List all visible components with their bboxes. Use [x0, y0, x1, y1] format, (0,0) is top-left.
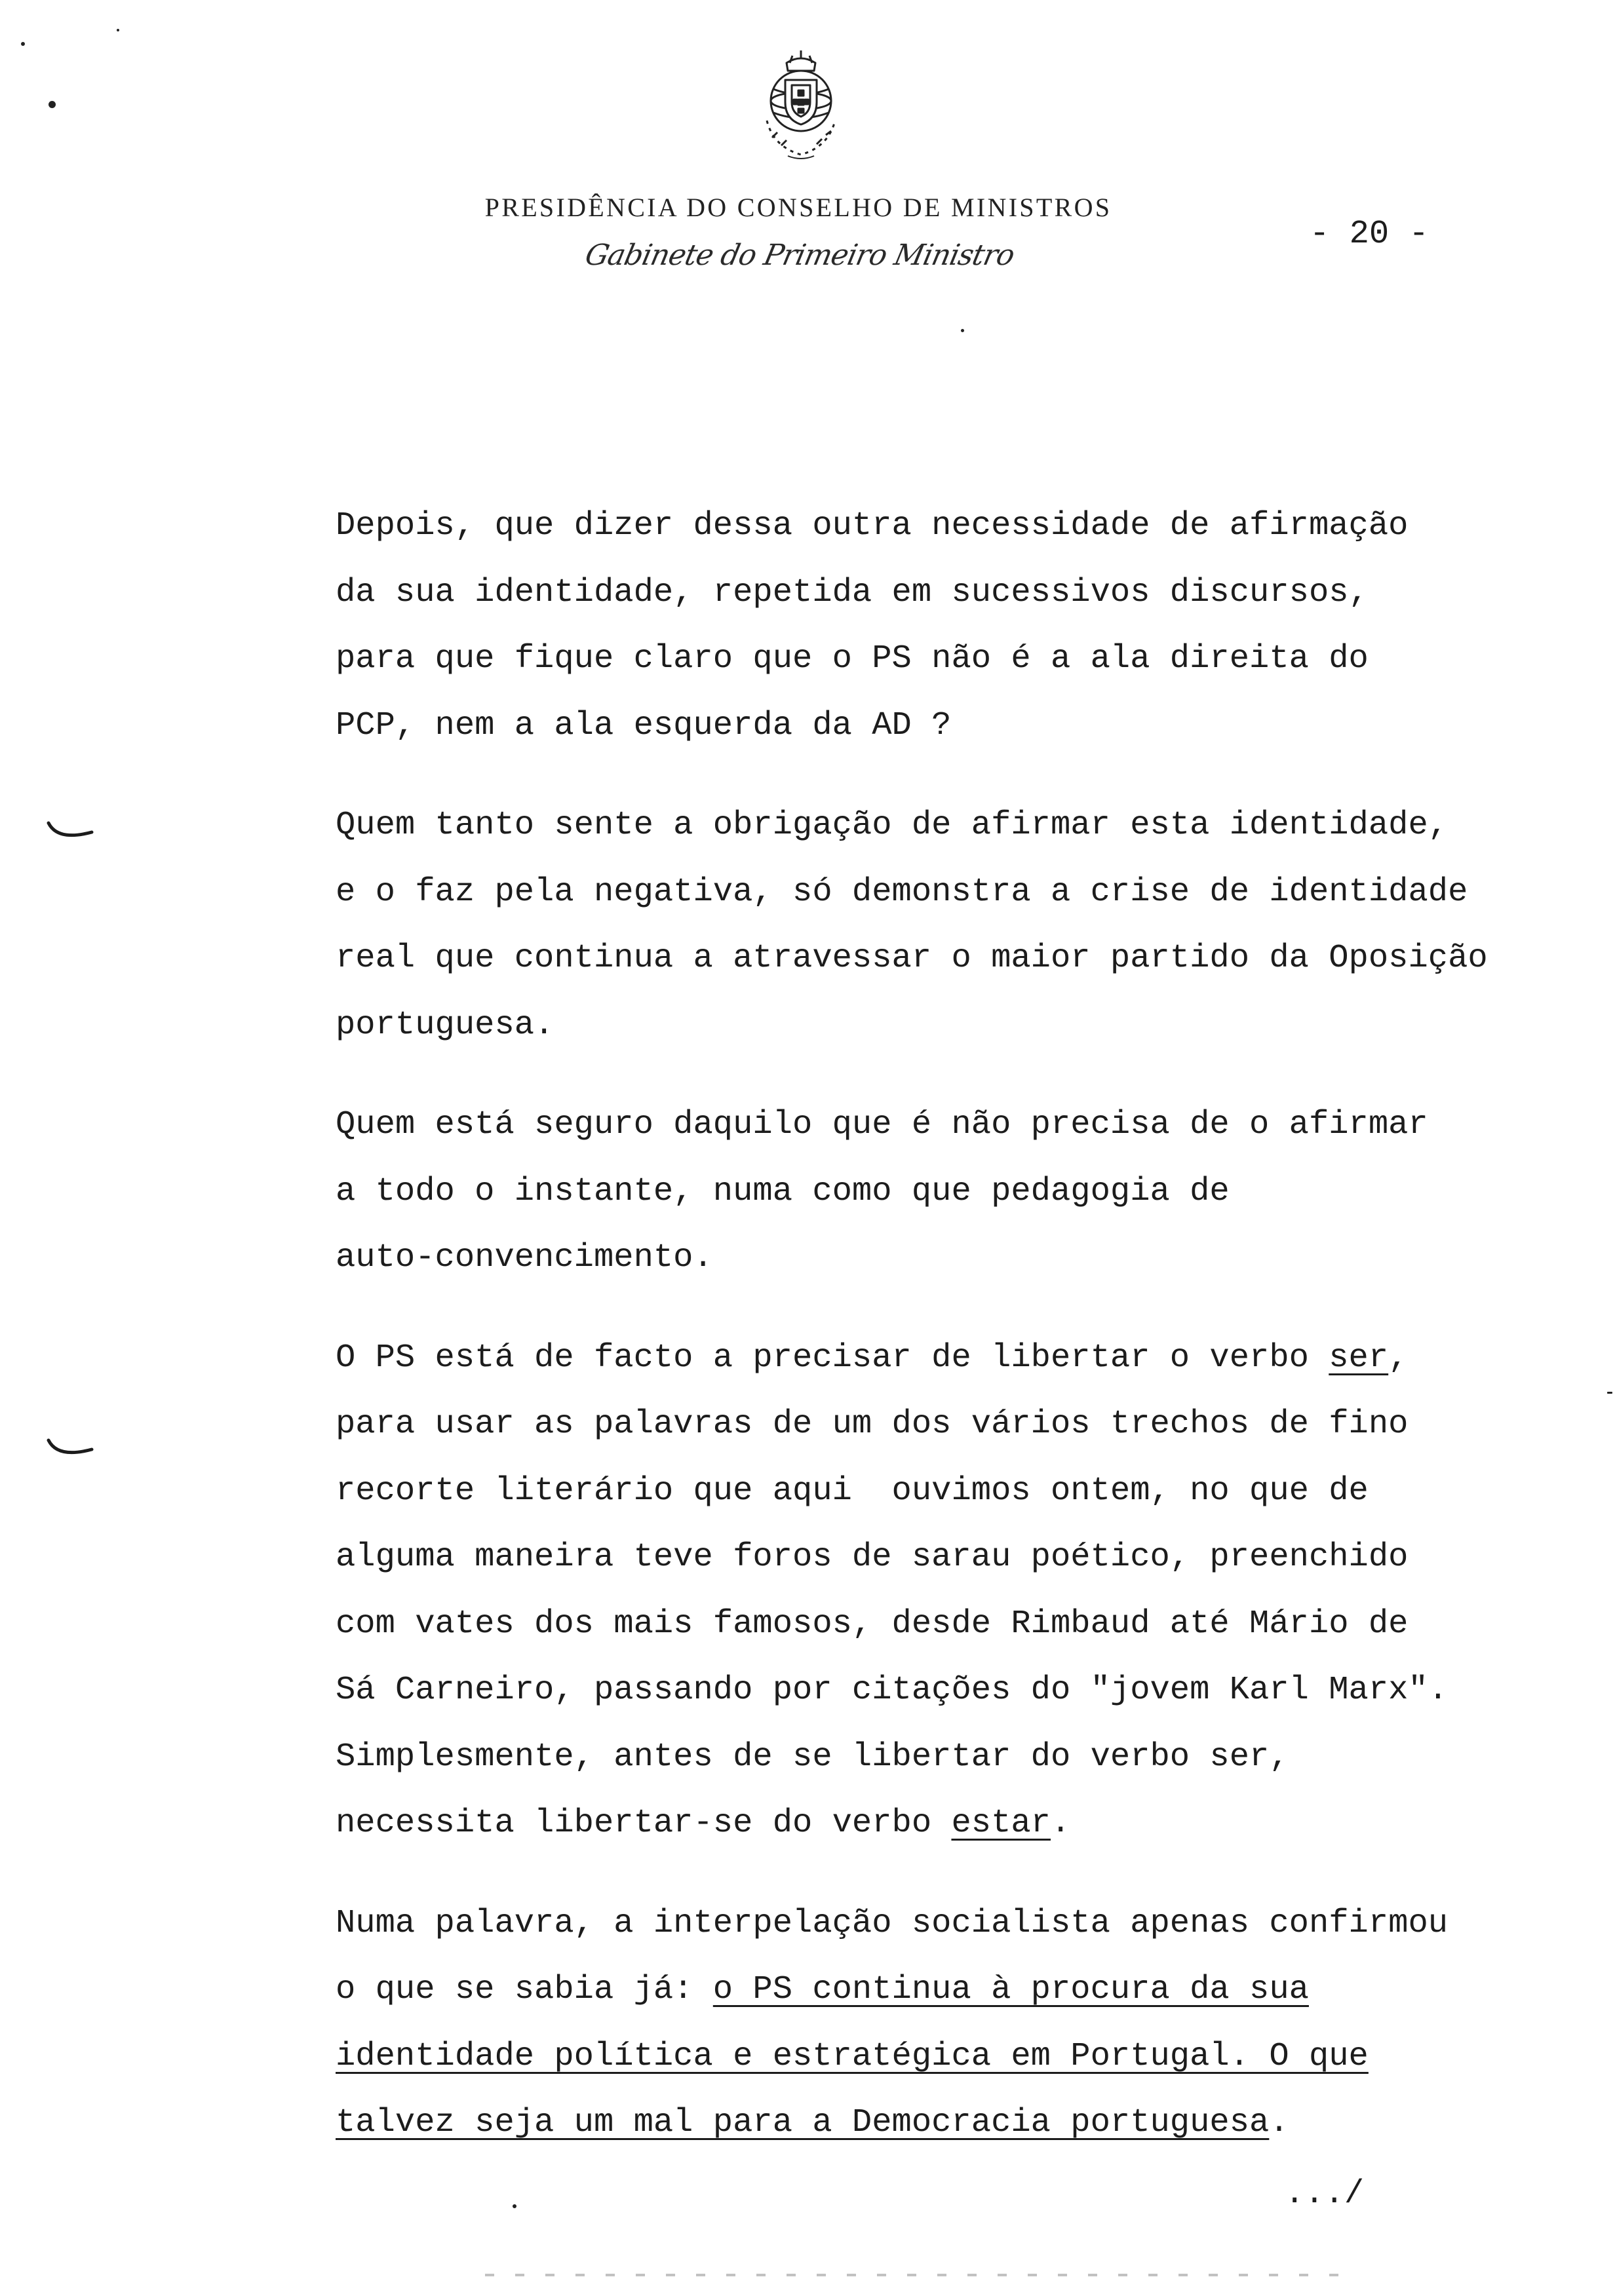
- scan-speck: [117, 29, 119, 31]
- continuation-mark: .../: [1285, 2175, 1365, 2213]
- text-line: portuguesa.: [336, 1006, 555, 1044]
- text-line: Simplesmente, antes de se libertar do verbo ser,: [336, 1738, 1289, 1776]
- scan-speck: [21, 42, 25, 46]
- text-line: Sá Carneiro, passando por citações do "jovem Karl Marx".: [336, 1672, 1449, 1709]
- text-line: para que fique claro que o PS não é a ala direita do: [336, 640, 1369, 678]
- text-line: Quem tanto sente a obrigação de afirmar esta identidade,: [336, 807, 1449, 844]
- text-line: [336, 1325, 1581, 1392]
- body-text: [336, 493, 1581, 2190]
- text-line: para usar as palavras de um dos vários trechos de fino: [336, 1406, 1409, 1443]
- paragraph-5: [336, 1890, 1581, 2156]
- text-line: auto-convencimento.: [336, 1239, 713, 1276]
- text-line: alguma maneira teve foros de sarau poético, preenchido: [336, 1539, 1409, 1576]
- paragraph-1: [336, 493, 1581, 759]
- page-number: - 20 -: [1310, 216, 1429, 253]
- text-line: a todo o instante, numa como que pedagogia de: [336, 1172, 1230, 1210]
- underlined-phrase: identidade política e estratégica em Portugal. O que: [336, 2037, 1369, 2075]
- underlined-phrase: o PS continua à procura da sua: [712, 1971, 1309, 2008]
- text-segment: necessita libertar-se do verbo: [336, 1805, 952, 1842]
- paragraph-2: [336, 792, 1581, 1058]
- text-line: Depois, que dizer dessa outra necessidade de afirmação: [336, 507, 1409, 545]
- office-subheading: Gabinete do Primeiro Ministro: [582, 239, 1017, 272]
- scan-speck: [49, 101, 56, 108]
- text-line: [336, 1790, 1581, 1857]
- margin-mark: [46, 1436, 96, 1463]
- underlined-word: ser: [1329, 1339, 1389, 1377]
- text-segment: O PS está de facto a precisar de libertar o verbo: [336, 1339, 1329, 1377]
- underlined-word: estar: [951, 1805, 1051, 1842]
- text-segment: o que se sabia já:: [336, 1971, 713, 2008]
- text-line: [336, 2090, 1581, 2156]
- text-segment: .: [1269, 2104, 1289, 2141]
- text-line: da sua identidade, repetida em sucessivos discursos,: [336, 573, 1369, 611]
- scan-speck: [961, 329, 964, 332]
- paragraph-3: [336, 1092, 1581, 1292]
- scan-speck: [513, 2204, 516, 2208]
- text-line: Quem está seguro daquilo que é não precisa de o afirmar: [336, 1106, 1428, 1143]
- paragraph-4: [336, 1325, 1581, 1857]
- text-line: e o faz pela negativa, só demonstra a crise de identidade: [336, 873, 1468, 911]
- margin-mark: [46, 819, 96, 845]
- text-segment: ,: [1388, 1339, 1409, 1377]
- scan-speck: [1607, 1392, 1612, 1394]
- scan-edge-noise: [485, 2274, 1350, 2276]
- coat-of-arms-icon: [749, 47, 853, 165]
- text-line: Numa palavra, a interpelação socialista apenas confirmou: [336, 1904, 1449, 1942]
- text-line: PCP, nem a ala esquerda da AD ?: [336, 706, 952, 744]
- text-line: [336, 2023, 1581, 2090]
- institution-heading: PRESIDÊNCIA DO CONSELHO DE MINISTROS: [484, 193, 1112, 222]
- text-segment: .: [1050, 1805, 1071, 1842]
- text-line: com vates dos mais famosos, desde Rimbaud até Mário de: [336, 1605, 1409, 1643]
- underlined-phrase: talvez seja um mal para a Democracia portuguesa: [336, 2104, 1270, 2141]
- text-line: recorte literário que aqui ouvimos ontem, no que de: [336, 1472, 1369, 1510]
- text-line: [336, 1957, 1581, 2023]
- text-line: real que continua a atravessar o maior partido da Oposição: [336, 940, 1488, 977]
